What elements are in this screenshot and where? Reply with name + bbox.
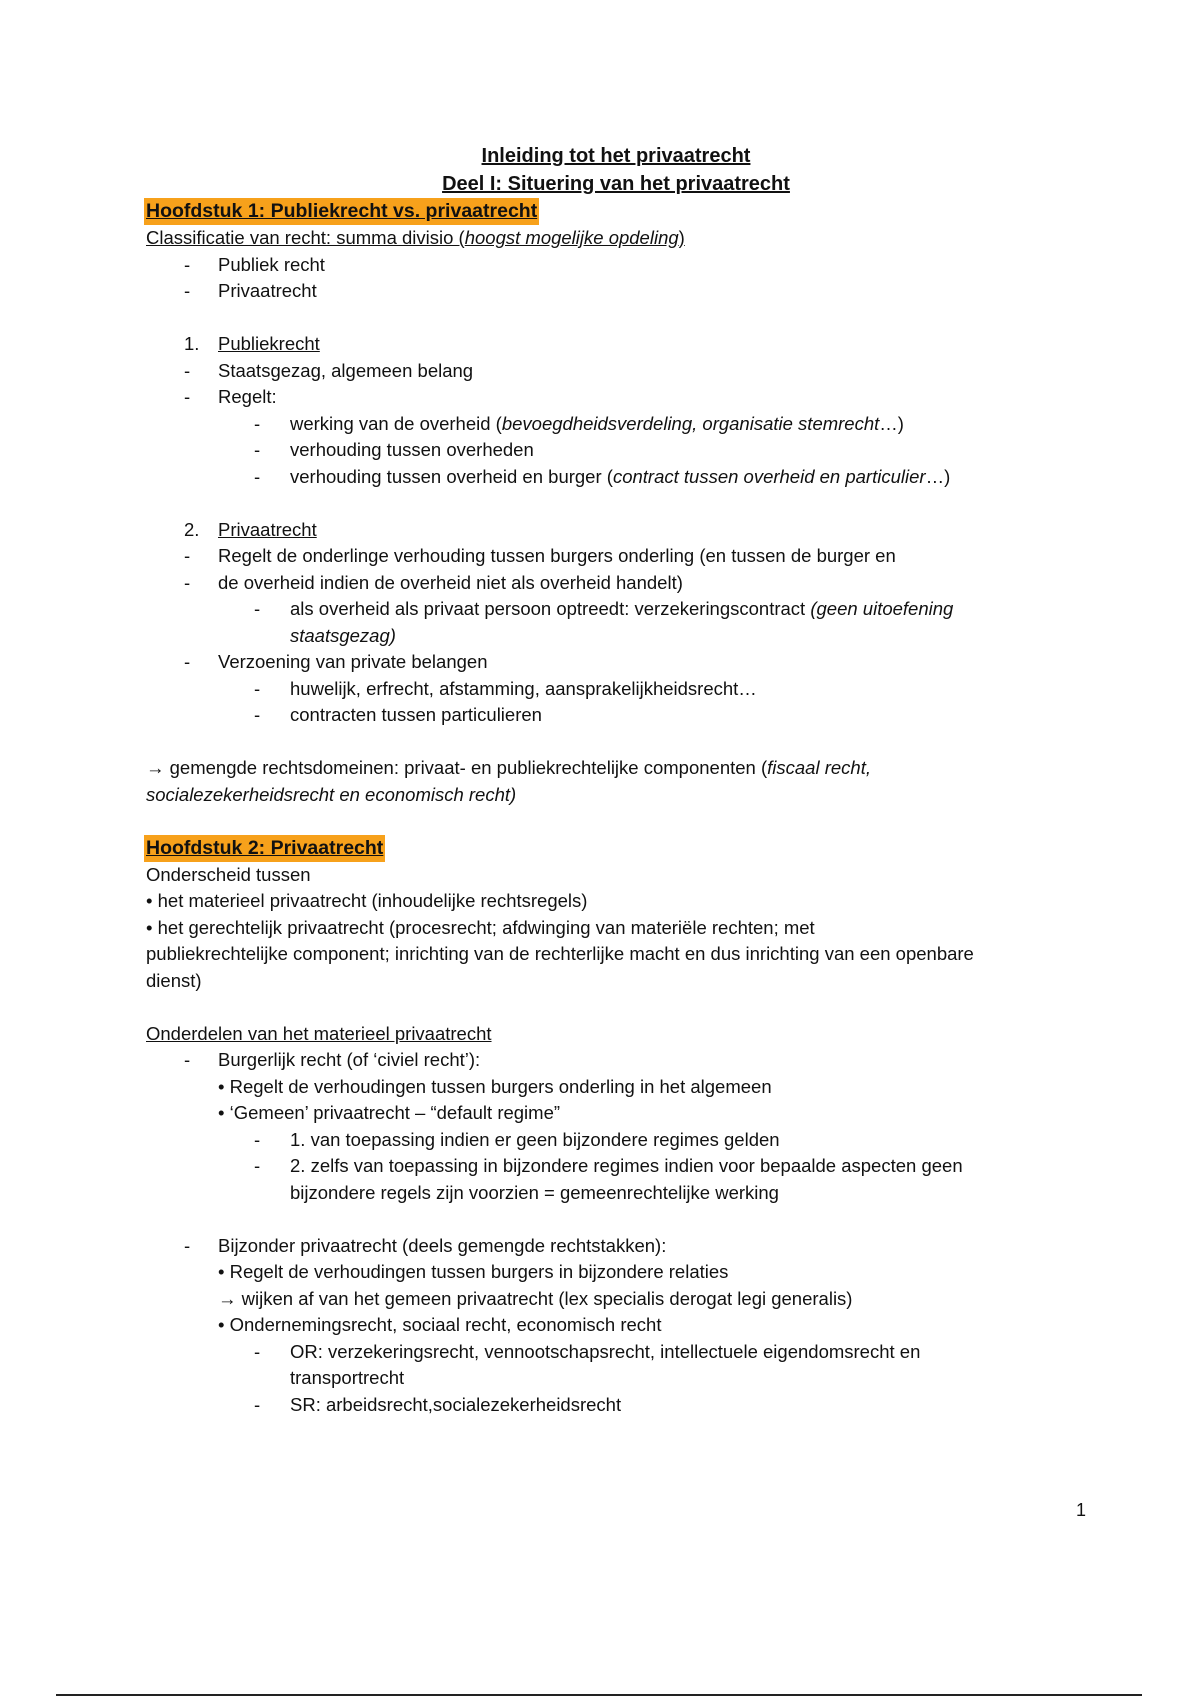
paragraph: • het materieel privaatrecht (inhoudelijke rechtsregels) xyxy=(146,890,588,911)
chapter-2-heading: Hoofdstuk 2: Privaatrecht xyxy=(146,835,1086,862)
list-item: → wijken af van het gemeen privaatrecht (lex specialis derogat legi generalis) xyxy=(218,1287,853,1309)
list-item: - 1. van toepassing indien er geen bijzondere regimes gelden xyxy=(254,1128,780,1150)
list-item: - verhouding tussen overheden xyxy=(254,439,534,460)
list-item: - als overheid als privaat persoon optreedt: verzekeringscontract (geen uitoefening xyxy=(254,598,954,619)
mixed-domains-note: → gemengde rechtsdomeinen: privaat- en publiekrechtelijke componenten (fiscaal recht, xyxy=(146,757,871,778)
list-item: - Regelt: xyxy=(184,386,277,407)
list-item: - huwelijk, erfrecht, afstamming, aansprakelijkheidsrecht… xyxy=(254,677,757,699)
list-item: - Regelt de onderlinge verhouding tussen burgers onderling (en tussen de burger en xyxy=(184,545,896,566)
part-title: Deel I: Situering van het privaatrecht xyxy=(442,173,790,195)
list-item: - verhouding tussen overheid en burger (contract tussen overheid en particulier…) xyxy=(254,465,951,487)
list-item: - Privaatrecht xyxy=(184,280,317,301)
list-item: - SR: arbeidsrecht,socialezekerheidsrecht xyxy=(254,1393,622,1415)
list-item: - de overheid indien de overheid niet als overheid handelt) xyxy=(184,571,683,593)
list-item-continuation: transportrecht xyxy=(290,1367,405,1388)
list-item-continuation: bijzondere regels zijn voorzien = gemeenrechtelijke werking xyxy=(290,1181,779,1203)
paragraph: • het gerechtelijk privaatrecht (procesrecht; afdwinging van materiële rechten; met xyxy=(146,916,815,938)
list-item: - 2. zelfs van toepassing in bijzondere regimes indien voor bepaalde aspecten geen xyxy=(254,1155,963,1176)
paragraph: publiekrechtelijke component; inrichting van de rechterlijke macht en dus inrichting van een openbare xyxy=(146,943,974,964)
section-publiekrecht-heading: 1. Publiekrecht xyxy=(184,333,320,354)
list-item: • Ondernemingsrecht, sociaal recht, economisch recht xyxy=(218,1314,662,1335)
list-item: - contracten tussen particulieren xyxy=(254,704,542,725)
mixed-domains-note-continuation: socialezekerheidsrecht en economisch recht) xyxy=(146,783,517,805)
list-item: - Publiek recht xyxy=(184,253,325,275)
page-bottom-rule xyxy=(56,1694,1142,1696)
chapter-1-heading: Hoofdstuk 1: Publiekrecht vs. privaatrecht xyxy=(146,198,1086,225)
paragraph: dienst) xyxy=(146,969,202,991)
list-item: • Regelt de verhoudingen tussen burgers onderling in het algemeen xyxy=(218,1075,772,1097)
list-item-continuation: staatsgezag) xyxy=(290,624,396,646)
list-item: - werking van de overheid (bevoegdheidsverdeling, organisatie stemrecht…) xyxy=(254,412,904,434)
list-item: • ‘Gemeen’ privaatrecht – “default regime” xyxy=(218,1102,561,1123)
paragraph: Onderscheid tussen xyxy=(146,863,311,885)
classification-line: Classificatie van recht: summa divisio (hoogst mogelijke opdeling) xyxy=(146,227,685,248)
list-item: - Bijzonder privaatrecht (deels gemengde rechtstakken): xyxy=(184,1234,667,1256)
list-item: - Staatsgezag, algemeen belang xyxy=(184,359,474,381)
list-item: - Verzoening van private belangen xyxy=(184,651,488,672)
subsection-heading: Onderdelen van het materieel privaatrecht xyxy=(146,1022,492,1044)
document-title: Inleiding tot het privaatrecht xyxy=(481,145,751,167)
list-item: - OR: verzekeringsrecht, vennootschapsrecht, intellectuele eigendomsrecht en xyxy=(254,1340,921,1362)
list-item: • Regelt de verhoudingen tussen burgers in bijzondere relaties xyxy=(218,1261,729,1282)
section-privaatrecht-heading: 2. Privaatrecht xyxy=(184,518,317,540)
list-item: - Burgerlijk recht (of ‘civiel recht’): xyxy=(184,1049,481,1070)
document-page xyxy=(146,142,1086,1418)
page-number: 1 xyxy=(1076,1500,1087,1520)
